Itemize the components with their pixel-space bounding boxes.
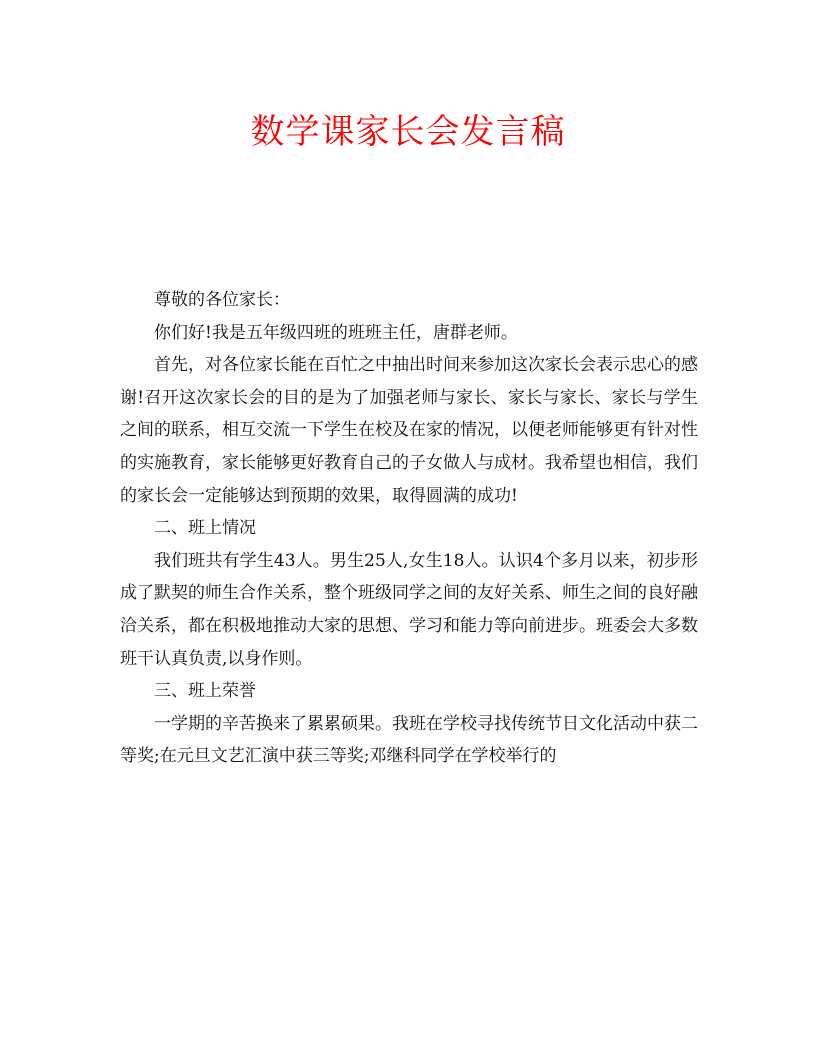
intro-paragraph: 你们好!我是五年级四班的班班主任，唐群老师。 — [154, 322, 518, 343]
section-heading-class-honors: 三、班上荣誉 — [154, 681, 256, 702]
class-honors-paragraph: 一学期的辛苦换来了累累硕果。我班在学校寻找传统节日文化活动中获二等奖;在元旦文艺汇演中获三等奖;邓继科同学在学校举行的 — [120, 713, 698, 767]
class-situation-paragraph: 我们班共有学生43人。男生25人,女生18人。认识4个多月以来，初步形成了默契的师生合作关系，整个班级同学之间的友好关系、师生之间的良好融洽关系，都在积极地推动大家的思想、学习和能力等向前进步。班委会大多数班干认真负责,以身作则。 — [120, 550, 698, 669]
greeting-paragraph: 尊敬的各位家长： — [154, 290, 290, 310]
purpose-paragraph: 首先，对各位家长能在百忙之中抽出时间来参加这次家长会表示忠心的感谢!召开这次家长会的目的是为了加强老师与家长、家长与家长、家长与学生之间的联系，相互交流一下学生在校及在家的情况，以便老师能够更有针对性的实施教育，家长能够更好教育自己的子女做人与成材。我希望也相信，我们的家长会一定能够达到预期的效果，取得圆满的成功! — [120, 355, 698, 506]
document-body — [120, 284, 698, 773]
section-heading-class-situation: 二、班上情况 — [154, 518, 256, 539]
document-title: 数学课家长会发言稿 — [250, 112, 566, 152]
